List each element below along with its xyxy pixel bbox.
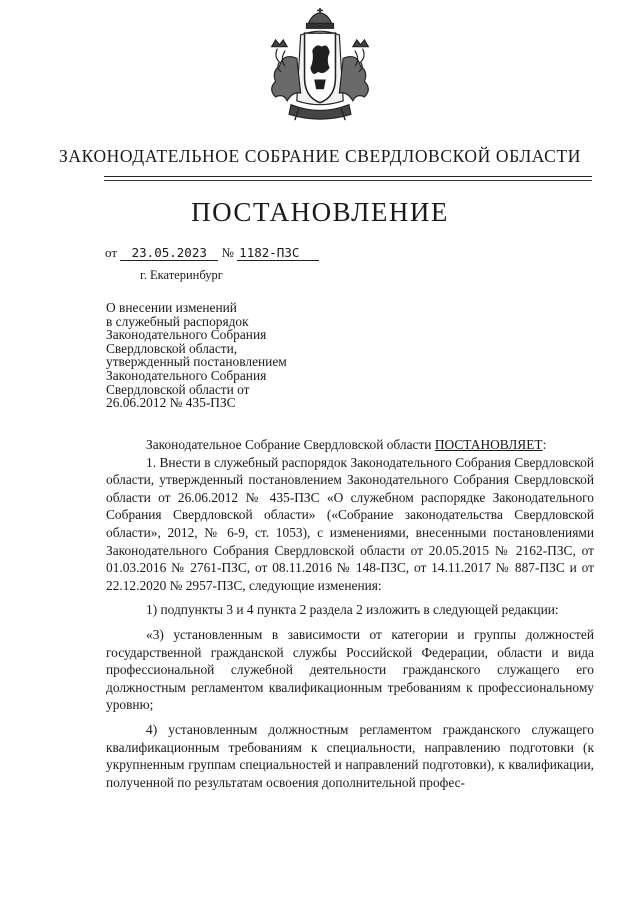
document-body (106, 436, 594, 791)
subject-line: Свердловской области от (106, 381, 250, 397)
document-subject (106, 301, 366, 410)
subject-line: в служебный распорядок (106, 313, 249, 329)
body-paragraph: 4) установленным должностным регламентом гражданского служащего квалификационным требованиям к специальности, направлению подготовки (к укрупненным группам специальностей и направлений подготовки), к квалификации, полученной по результатам освоения дополнительной профес- (106, 721, 594, 790)
subject-line: Законодательного Собрания (106, 367, 267, 383)
header-rule-thin (104, 180, 592, 181)
city-line: г. Екатеринбург (140, 268, 223, 282)
body-paragraph: 1. Внести в служебный распорядок Законодательного Собрания Свердловской области, утвержденный постановлением Законодательного Собрания Свердловской области от 26.06.2012 № 435-ПЗС «О служебном распорядке Законодательного Собрания Свердловской области» («Собрание законодательства Свердловской области», 2012, № 6-9, ст. 1053), с изменениями, внесенными постановлениями Законодательного Собрания Свердловской области от 20.05.2015 № 2162-ПЗС, от 01.03.2016 № 2761-ПЗС, от 08.11.2016 № 148-ПЗС, от 14.11.2017 № 887-ПЗС и от 22.12.2020 № 2957-ПЗС, следующие изменения: (106, 454, 594, 593)
document-type-title: ПОСТАНОВЛЕНИЕ (191, 197, 449, 227)
preamble-tail: : (542, 437, 547, 452)
document-date: 23.05.2023 (120, 246, 218, 261)
preamble-text: Законодательное Собрание Свердловской области (146, 437, 435, 452)
coat-of-arms-emblem (262, 8, 378, 124)
subject-line: Свердловской области, (106, 340, 238, 356)
decree-word: ПОСТАНОВЛЯЕТ (434, 437, 543, 452)
body-paragraph: «3) установленным в зависимости от категории и группы должностей государственной гражданской службы Российской Федерации, области и вида профессиональной служебной деятельности гражданского служащего его должностным регламентом квалификационным требованиям к профессиональному уровню; (106, 626, 594, 713)
date-number-line (105, 245, 319, 261)
body-paragraph: 1) подпункты 3 и 4 пункта 2 раздела 2 изложить в следующей редакции: (146, 602, 559, 618)
subject-line: утвержденный постановлением (106, 354, 287, 370)
subject-line: 26.06.2012 № 435-ПЗС (106, 395, 236, 411)
subject-line: Законодательного Собрания (106, 327, 267, 343)
document-number: 1182-ПЗС (237, 246, 319, 261)
header-rule (104, 176, 592, 177)
preamble-paragraph (106, 436, 594, 454)
date-prefix: от (105, 245, 118, 260)
subject-line: О внесении изменений (106, 300, 237, 315)
organization-name: ЗАКОНОДАТЕЛЬНОЕ СОБРАНИЕ СВЕРДЛОВСКОЙ ОБЛАСТИ (59, 146, 581, 166)
number-prefix: № (221, 245, 234, 260)
